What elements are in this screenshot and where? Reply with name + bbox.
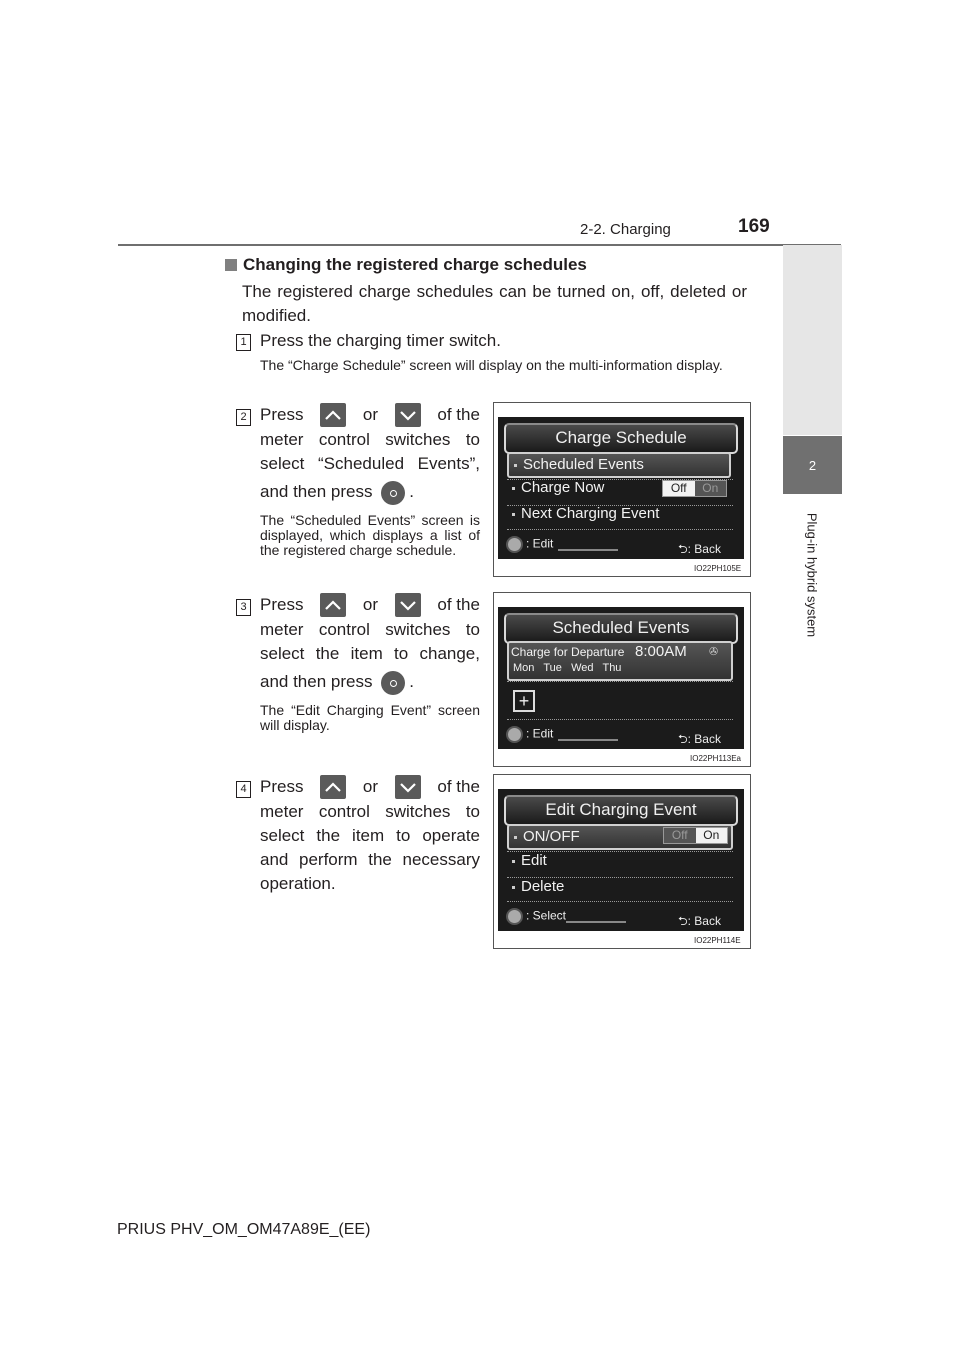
menu-row-label: Charge Now [521, 479, 605, 496]
step-4-line-4: and perform the necessary [260, 850, 480, 869]
section-heading [225, 255, 587, 275]
menu-row-next-charging-event[interactable] [507, 503, 733, 525]
menu-row-delete[interactable] [507, 876, 733, 898]
back-arrow-icon: ⮌ [678, 732, 688, 746]
step-2-text [260, 402, 480, 505]
toggle-off: Off [663, 481, 695, 496]
divider [507, 529, 733, 530]
up-switch-icon [320, 403, 346, 427]
on-off-toggle[interactable] [663, 827, 728, 844]
footer-select-hint: : Select [506, 908, 566, 925]
document-id: PRIUS PHV_OM_OM47A89E_(EE) [117, 1221, 371, 1238]
step-4-text [260, 774, 480, 896]
screen-title: Charge Schedule [504, 423, 738, 454]
screen-title: Edit Charging Event [504, 795, 738, 826]
page-number: 169 [738, 216, 770, 237]
footer-back-hint: ⮌: Back [678, 732, 721, 746]
step-3-line-4: and then press [260, 672, 373, 691]
event-name: Charge for Departure [511, 645, 625, 659]
step-2-or: or [362, 405, 378, 424]
divider [507, 901, 733, 902]
figure-caption: IO22PH113Ea [690, 754, 741, 763]
dial-icon [506, 908, 523, 925]
dial-icon [506, 536, 523, 553]
step-1-note: The “Charge Schedule” screen will display on the multi-information display. [260, 357, 723, 373]
step-4-line-3: select the item to operate [260, 826, 480, 845]
step-3-note: The “Edit Charging Event” screen will display. [260, 702, 480, 733]
display-screen [498, 607, 744, 749]
step-4-of-the: of the [437, 777, 480, 796]
charge-now-toggle[interactable] [662, 480, 727, 497]
step-2-line-4: and then press [260, 482, 373, 501]
step-2-note: The “Scheduled Events” screen is displayed, which displays a list of the registered charge schedule. [260, 512, 480, 558]
step-number-1: 1 [236, 334, 251, 351]
footer-edit-hint: : Edit [506, 726, 553, 743]
step-2-line-4-end: . [409, 482, 414, 501]
divider [507, 681, 733, 682]
footer-edit-hint: : Edit [506, 536, 553, 553]
down-switch-icon [395, 775, 421, 799]
step-3-line-2: meter control switches to [260, 620, 480, 639]
menu-row-label: Delete [521, 878, 565, 895]
menu-row-label: ON/OFF [523, 828, 580, 845]
chapter-tab: 2 [783, 436, 842, 494]
down-switch-icon [395, 593, 421, 617]
side-tab-bar [783, 245, 842, 435]
up-switch-icon [320, 593, 346, 617]
section-label: 2-2. Charging [580, 221, 671, 238]
figure-caption: IO22PH114E [694, 936, 741, 945]
event-row[interactable] [507, 641, 733, 681]
event-days: Mon Tue Wed Thu [513, 662, 622, 674]
step-3-line-3: select the item to change, [260, 644, 480, 663]
add-event-icon[interactable]: + [513, 690, 535, 712]
step-2-of-the: of the [437, 405, 480, 424]
heading-square-icon [225, 259, 237, 271]
step-3-line-4-end: . [409, 672, 414, 691]
toggle-on: On [695, 481, 727, 496]
step-3-or: or [362, 595, 378, 614]
footer-back-hint: ⮌: Back [678, 914, 721, 928]
figure-charge-schedule [493, 402, 751, 577]
footer-back-hint: ⮌: Back [678, 542, 721, 556]
section-intro: The registered charge schedules can be turned on, off, deleted or modified. [242, 282, 747, 325]
event-time: 8:00AM [635, 643, 687, 660]
figure-scheduled-events [493, 592, 751, 767]
step-3-of-the: of the [437, 595, 480, 614]
ok-switch-icon [381, 671, 405, 695]
display-screen [498, 789, 744, 931]
step-number-4: 4 [236, 781, 251, 798]
step-4-press: Press [260, 777, 304, 796]
toggle-off: Off [664, 828, 696, 843]
menu-row-label: Edit [521, 852, 547, 869]
screen-title: Scheduled Events [504, 613, 738, 644]
divider [507, 719, 733, 720]
step-2-line-3: select “Scheduled Events”, [260, 454, 480, 473]
back-arrow-icon: ⮌ [678, 542, 688, 556]
step-number-3: 3 [236, 599, 251, 616]
display-screen [498, 417, 744, 559]
down-switch-icon [395, 403, 421, 427]
step-4-line-2: meter control switches to [260, 802, 480, 821]
decorative-line [558, 549, 618, 551]
step-4-or: or [362, 777, 378, 796]
step-4-line-5: operation. [260, 874, 336, 893]
step-3-text [260, 592, 480, 695]
decorative-line [558, 739, 618, 741]
figure-edit-charging-event [493, 774, 751, 949]
dial-icon [506, 726, 523, 743]
step-number-2: 2 [236, 409, 251, 426]
step-2-press: Press [260, 405, 304, 424]
toggle-on: On [696, 828, 728, 843]
back-arrow-icon: ⮌ [678, 914, 688, 928]
step-3-press: Press [260, 595, 304, 614]
section-heading-text: Changing the registered charge schedules [243, 255, 587, 274]
menu-row-scheduled-events[interactable] [507, 452, 731, 478]
header-divider [118, 244, 841, 246]
menu-row-edit[interactable] [507, 850, 733, 872]
decorative-line [566, 921, 626, 923]
figure-caption: IO22PH105E [694, 564, 742, 573]
chapter-title: Plug-in hybrid system [804, 512, 820, 638]
plug-icon: ✇ [709, 646, 719, 658]
up-switch-icon [320, 775, 346, 799]
ok-switch-icon [381, 481, 405, 505]
step-1-text: Press the charging timer switch. [260, 331, 501, 350]
step-2-line-2: meter control switches to [260, 430, 480, 449]
menu-row-label: Scheduled Events [523, 456, 644, 473]
menu-row-label: Next Charging Event [521, 505, 660, 522]
